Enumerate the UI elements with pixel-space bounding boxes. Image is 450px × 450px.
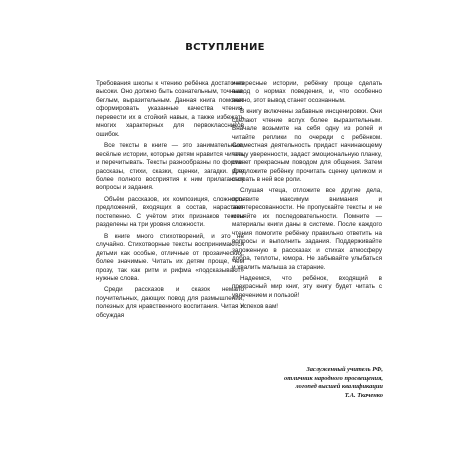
signature-name: Т.А. Ткаченко [344,391,383,399]
paragraph: Среди рассказов и сказок немало поучительных, дающих повод для размышлений, полезных для нравственного воспитания. Читая и обсуждая [96,286,244,319]
right-column [232,80,382,315]
page-title: ВСТУПЛЕНИЕ [185,42,265,53]
paragraph: В книге много стихотворений, и это не случайно. Стихотворные тексты воспринимаются детьми как особые, отличные от прозаических, более значимые. Читать их детям проще, чем прозу, так как ритм и рифма «подсказывают» нужные слова. [96,232,244,282]
paragraph: Все тексты в книге — это занимательные, весёлые истории, которые детям нравится читать и перечитывать. Тексты разнообразны по форме: рассказы, стихи, сказки, сценки, загадки. Для более полного восприятия к ним прилагаются вопросы и задания. [96,142,244,192]
paragraph: Объём рассказов, их композиция, сложность предложений, входящих в состав, нарастают постепенно. С учётом этих признаков тексты разделены на три уровня сложности. [96,195,244,229]
paragraph: интересные истории, ребёнку проще сделать вывод о нормах поведения, и, что особенно важно, этот вывод станет осознанным. [232,80,382,104]
paragraph: Слушая чтеца, отложите все другие дела, проявите максимум внимания и заинтересованности. Не пропускайте тексты и не меняйте их последовательности. Помните — материалы книги даны в системе. После каждого чтения помогите ребёнку правильно ответить на вопросы и выполнить задания. Поддерживайте заложенную в рассказах и стихах атмосферу добра, теплоты, юмора. Не забывайте улыбаться и хвалить малыша за старание. [232,187,382,271]
paragraph: Успехов вам! [240,303,279,311]
paragraph: Требования школы к чтению ребёнка достаточно высоки. Оно должно быть сознательным, точным, беглым, выразительным. Данная книга поможет сформировать указанные качества чтения, перевести их в стойкий навык, а также избежать многих характерных для первоклассников ошибок. [96,80,244,138]
signature-line: отличник народного просвещения, [284,374,383,382]
paragraph: Надеемся, что ребёнок, входящий в прекрасный мир книг, эту книгу будет читать с увлечением и пользой! [232,274,382,299]
left-column [96,80,244,323]
signature-line: Заслуженный учитель РФ, [306,366,383,373]
signature-line: логопед высшей квалификации [295,383,383,390]
paragraph: В книгу включены забавные инсценировки. Они сделают чтение вслух более выразительным. Вначале возьмите на себя одну из ролей и читайте реплики по очереди с ребёнком. Совместная деятельность придаст начинающему чтецу уверенности, задаст эмоциональную планку, станет прекрасным поводом для общения. Затем предложите ребёнку прочитать сценку целиком и сыграть в ней все роли. [232,108,382,183]
author-signature [232,366,383,400]
